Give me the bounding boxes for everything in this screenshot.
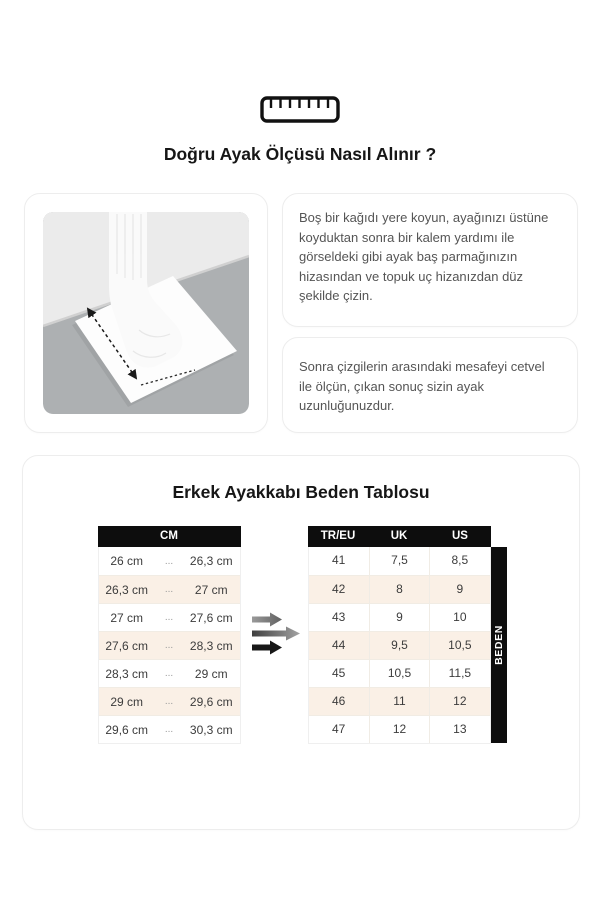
table-row: 44 9,5 10,5	[309, 631, 490, 659]
table-gap	[241, 526, 308, 744]
table-row: 27,6 cm ... 28,3 cm	[99, 631, 240, 659]
instruction-card-step1	[282, 193, 578, 327]
table-row: 47 12 13	[309, 715, 490, 743]
size-table-card	[22, 455, 580, 830]
cm-table	[98, 526, 241, 744]
size-tables	[23, 526, 581, 744]
conversion-table	[308, 526, 491, 744]
instruction-step1-text: Boş bir kağıdı yere koyun, ayağınızı üstüne koyduktan sonra bir kalem yardımı ile görseldeki gibi ayak baş parmağınızın hizasından ve topuk uç hizanızdan düz şekilde çizin.	[299, 210, 549, 303]
table-row: 45 10,5 11,5	[309, 659, 490, 687]
table-row: 43 9 10	[309, 603, 490, 631]
table-row: 26,3 cm ... 27 cm	[99, 575, 240, 603]
foot-on-paper-illustration	[43, 212, 249, 414]
cm-table-header: CM	[98, 526, 241, 547]
arrow-right-icons	[251, 610, 303, 660]
table-row: 46 11 12	[309, 687, 490, 715]
size-table-title: Erkek Ayakkabı Beden Tablosu	[172, 482, 430, 502]
table-row: 42 8 9	[309, 575, 490, 603]
ruler-icon	[0, 96, 600, 128]
instruction-card-step2	[282, 337, 578, 433]
conversion-table-header: TR/EU UK US	[308, 526, 491, 547]
foot-measurement-photo	[24, 193, 268, 433]
table-row: 29 cm ... 29,6 cm	[99, 687, 240, 715]
table-row: 41 7,5 8,5	[309, 547, 490, 575]
arrow-right-icon	[252, 627, 300, 641]
table-row: 29,6 cm ... 30,3 cm	[99, 715, 240, 743]
table-row: 26 cm ... 26,3 cm	[99, 547, 240, 575]
beden-vertical-label: BEDEN	[491, 547, 507, 743]
table-row: 27 cm ... 27,6 cm	[99, 603, 240, 631]
arrow-right-icon	[252, 641, 282, 655]
page-title: Doğru Ayak Ölçüsü Nasıl Alınır ?	[163, 144, 437, 164]
table-row: 28,3 cm ... 29 cm	[99, 659, 240, 687]
instruction-step2-text: Sonra çizgilerin arasındaki mesafeyi cetvel ile ölçün, çıkan sonuç sizin ayak uzunluğunuzdur.	[299, 359, 545, 413]
arrow-right-icon	[252, 613, 282, 627]
